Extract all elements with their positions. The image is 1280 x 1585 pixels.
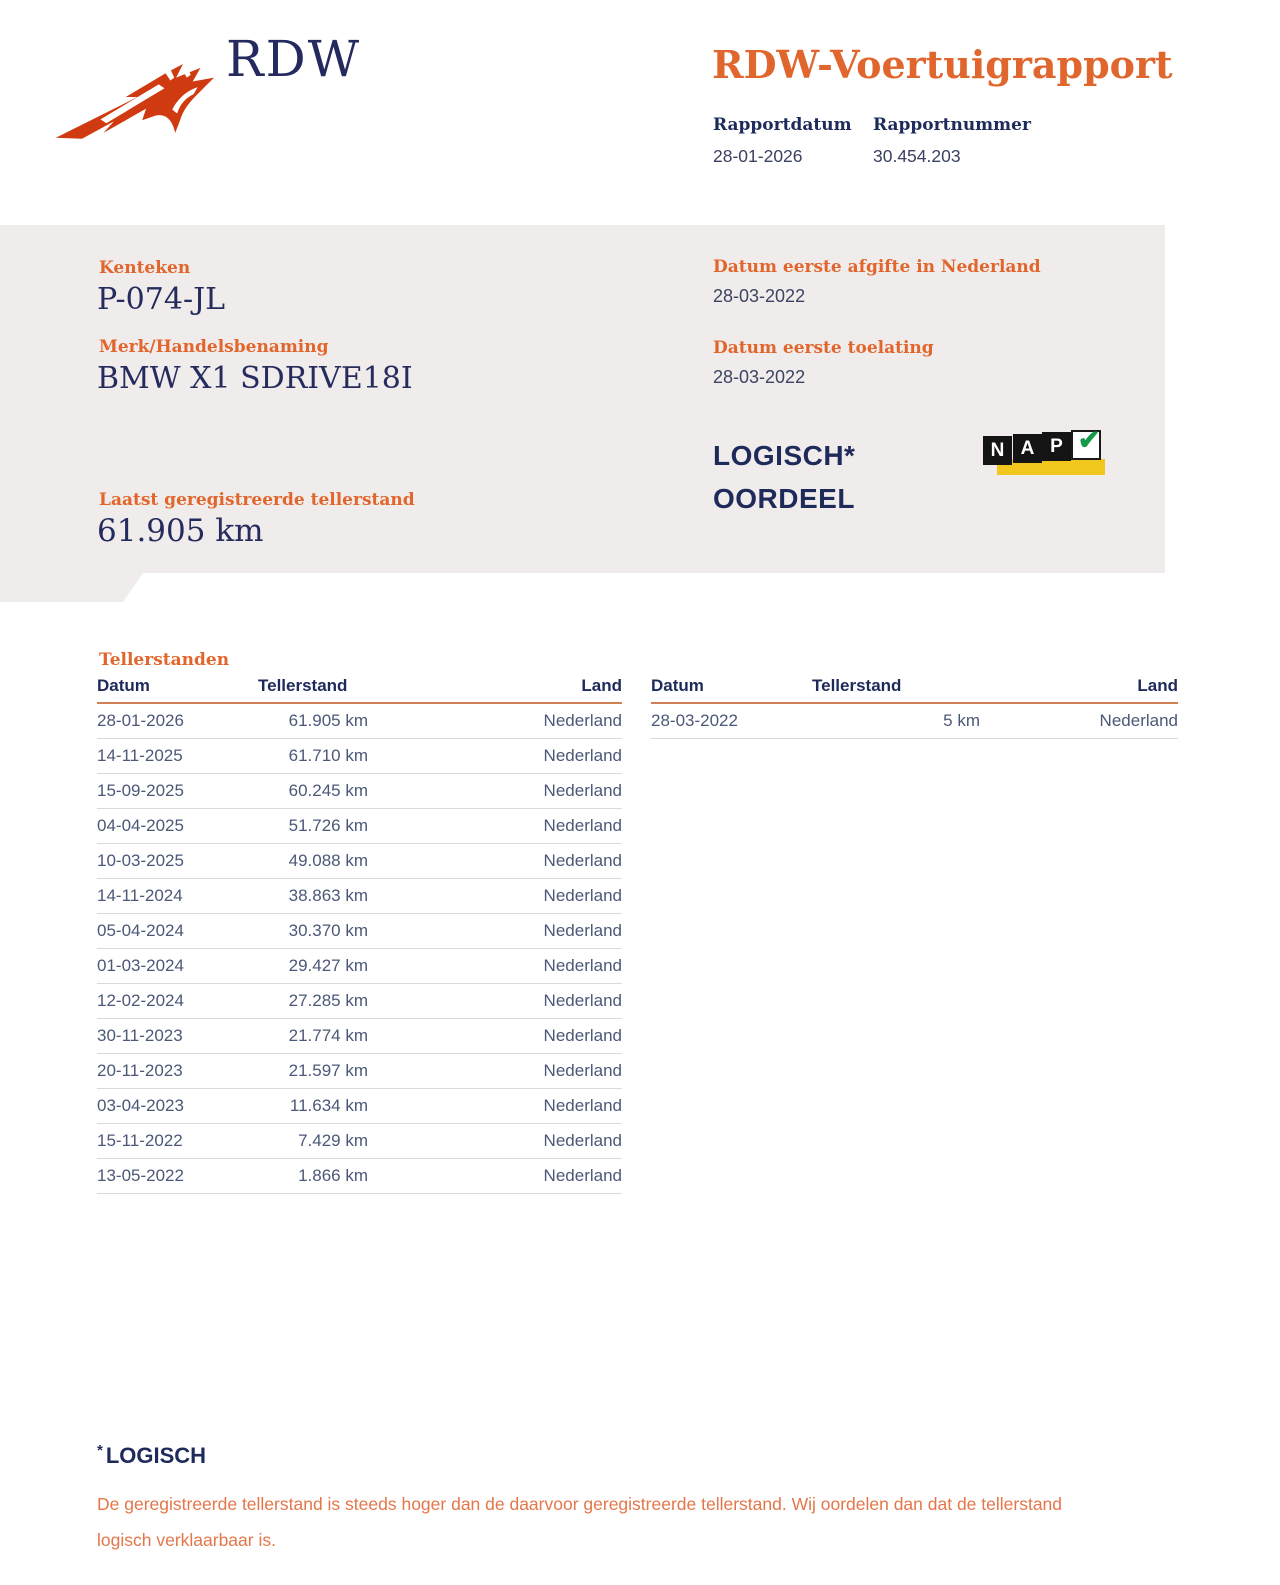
cell-tellerstand: 60.245 km (258, 773, 368, 808)
tellerstanden-section-label: Tellerstanden (99, 650, 230, 670)
oordeel-line2: OORDEEL (713, 483, 855, 514)
cell-datum: 12-02-2024 (97, 983, 258, 1018)
cell-tellerstand: 30.370 km (258, 913, 368, 948)
cell-datum: 15-11-2022 (97, 1123, 258, 1158)
merk-value: BMW X1 SDRIVE18I (97, 361, 413, 396)
cell-land: Nederland (368, 1158, 622, 1193)
cell-land: Nederland (368, 948, 622, 983)
table-row (97, 703, 622, 738)
oordeel-line1: LOGISCH* (713, 440, 856, 471)
cell-tellerstand: 7.429 km (258, 1123, 368, 1158)
cell-tellerstand: 38.863 km (258, 878, 368, 913)
oordeel-verdict (713, 434, 855, 520)
rdw-wordmark: RDW (226, 30, 362, 88)
cell-tellerstand: 29.427 km (258, 948, 368, 983)
nap-letter-a: A (1013, 434, 1042, 463)
table-row (97, 1158, 622, 1193)
cell-land: Nederland (368, 983, 622, 1018)
nap-checkbox (1071, 425, 1101, 460)
cell-datum: 28-01-2026 (97, 703, 258, 738)
cell-tellerstand: 11.634 km (258, 1088, 368, 1123)
cell-datum: 01-03-2024 (97, 948, 258, 983)
table-row (97, 738, 622, 773)
cell-land: Nederland (368, 1088, 622, 1123)
table-row (97, 1053, 622, 1088)
nap-letter-n: N (983, 436, 1012, 465)
rapportnummer-value: 30.454.203 (873, 146, 961, 166)
tellerstanden-table-left (97, 676, 622, 1194)
cell-land: Nederland (368, 808, 622, 843)
cell-land: Nederland (368, 843, 622, 878)
table-header-row (97, 676, 622, 703)
cell-land: Nederland (368, 1123, 622, 1158)
cell-datum: 14-11-2024 (97, 878, 258, 913)
check-icon: ✔ (1077, 425, 1101, 456)
cell-tellerstand: 51.726 km (258, 808, 368, 843)
table-row (97, 1088, 622, 1123)
laatst-tellerstand-value: 61.905 km (97, 513, 264, 549)
table-row (97, 1123, 622, 1158)
table-row (97, 983, 622, 1018)
rdw-feather-logo-icon (50, 50, 215, 145)
table-row (651, 703, 1178, 738)
cell-tellerstand: 21.774 km (258, 1018, 368, 1053)
kenteken-label: Kenteken (99, 258, 191, 278)
cell-tellerstand: 21.597 km (258, 1053, 368, 1088)
cell-datum: 20-11-2023 (97, 1053, 258, 1088)
cell-datum: 10-03-2025 (97, 843, 258, 878)
table-row (97, 773, 622, 808)
afgifte-value: 28-03-2022 (713, 286, 806, 306)
cell-tellerstand: 5 km (812, 703, 980, 738)
rapportnummer-label: Rapportnummer (873, 115, 1031, 135)
cell-tellerstand: 61.905 km (258, 703, 368, 738)
cell-tellerstand: 1.866 km (258, 1158, 368, 1193)
col-header-datum: Datum (97, 676, 258, 703)
table-row (97, 1018, 622, 1053)
col-header-tellerstand: Tellerstand (812, 676, 980, 703)
table-row (97, 913, 622, 948)
cell-land: Nederland (980, 703, 1178, 738)
footnote-title (97, 1442, 206, 1469)
merk-label: Merk/Handelsbenaming (99, 337, 329, 357)
tellerstanden-table-right (651, 676, 1178, 739)
kenteken-value: P-074-JL (97, 282, 226, 317)
report-title: RDW-Voertuigrapport (712, 42, 1173, 87)
cell-land: Nederland (368, 703, 622, 738)
table-row (97, 878, 622, 913)
afgifte-label: Datum eerste afgifte in Nederland (713, 257, 1041, 277)
col-header-land: Land (368, 676, 622, 703)
toelating-value: 28-03-2022 (713, 367, 806, 387)
col-header-land: Land (980, 676, 1178, 703)
cell-datum: 04-04-2025 (97, 808, 258, 843)
cell-land: Nederland (368, 1018, 622, 1053)
table-row (97, 843, 622, 878)
cell-datum: 30-11-2023 (97, 1018, 258, 1053)
cell-land: Nederland (368, 773, 622, 808)
cell-datum: 13-05-2022 (97, 1158, 258, 1193)
footnote-explanation: De geregistreerde tellerstand is steeds hoger dan de daarvoor geregistreerde tellerstand. Wij oordelen dan dat de tellerstand logisch verklaarbaar is. (97, 1494, 1063, 1550)
nap-letter-p: P (1042, 432, 1071, 461)
footnote-asterisk: * (97, 1442, 103, 1459)
cell-datum: 14-11-2025 (97, 738, 258, 773)
cell-land: Nederland (368, 738, 622, 773)
col-header-datum: Datum (651, 676, 812, 703)
cell-datum: 15-09-2025 (97, 773, 258, 808)
cell-tellerstand: 61.710 km (258, 738, 368, 773)
cell-datum: 28-03-2022 (651, 703, 812, 738)
nap-logo-icon (983, 425, 1105, 476)
laatst-tellerstand-label: Laatst geregistreerde tellerstand (99, 490, 415, 510)
toelating-label: Datum eerste toelating (713, 338, 934, 358)
cell-tellerstand: 27.285 km (258, 983, 368, 1018)
cell-land: Nederland (368, 878, 622, 913)
cell-land: Nederland (368, 913, 622, 948)
cell-datum: 03-04-2023 (97, 1088, 258, 1123)
table-header-row (651, 676, 1178, 703)
rapportdatum-label: Rapportdatum (713, 115, 852, 135)
rapportdatum-value: 28-01-2026 (713, 146, 803, 166)
table-row (97, 948, 622, 983)
table-row (97, 808, 622, 843)
cell-datum: 05-04-2024 (97, 913, 258, 948)
col-header-tellerstand: Tellerstand (258, 676, 368, 703)
footnote-title-text: LOGISCH (105, 1443, 207, 1468)
cell-land: Nederland (368, 1053, 622, 1088)
cell-tellerstand: 49.088 km (258, 843, 368, 878)
